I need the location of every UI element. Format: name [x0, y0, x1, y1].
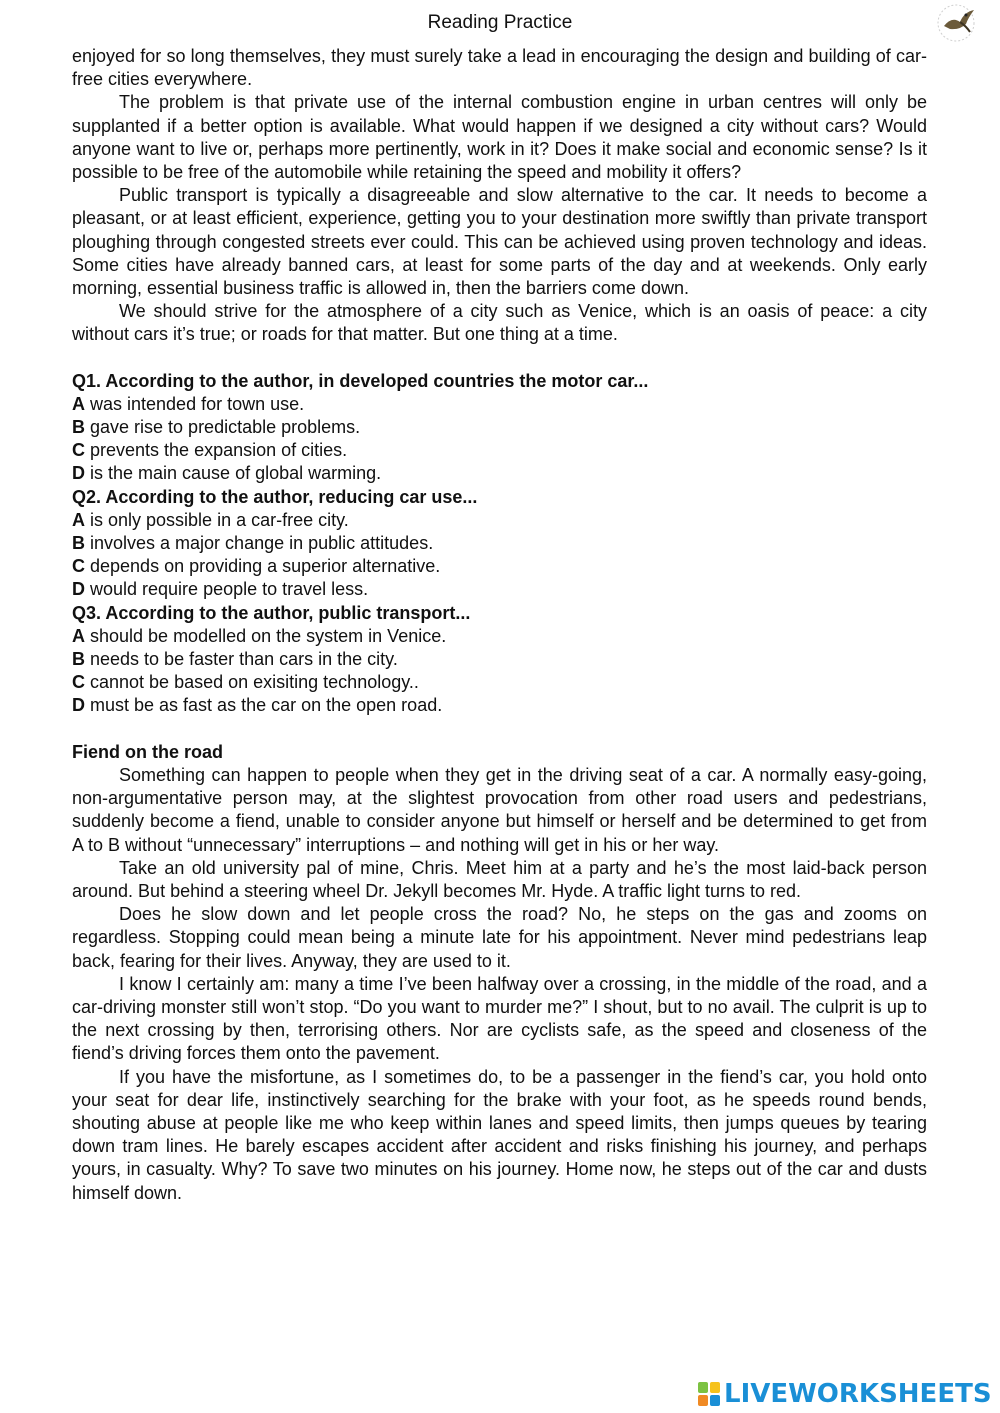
- liveworksheets-brand[interactable]: [698, 1378, 992, 1410]
- q2-option-b[interactable]: [72, 532, 927, 555]
- option-letter: C: [72, 440, 85, 461]
- spacer: [72, 347, 927, 370]
- spacer: [72, 718, 927, 741]
- option-text: gave rise to predictable problems.: [85, 417, 361, 438]
- option-text: depends on providing a superior alternative.: [85, 556, 441, 577]
- q3-option-d[interactable]: [72, 694, 927, 717]
- passage2-paragraph: Something can happen to people when they get in the driving seat of a car. A normally easy-going, non-argumentative person may, at the slightest provocation from other road users and pedestrians, suddenly become a fiend, unable to consider anyone but himself or herself and be determined to get from A to B without “unnecessary” interruptions – and nothing will get in his or her way.: [72, 764, 927, 855]
- q1-option-b[interactable]: [72, 416, 927, 439]
- liveworksheets-logo-icon: [698, 1382, 720, 1406]
- brand-name: LIVEWORKSHEETS: [724, 1379, 992, 1409]
- option-text: needs to be faster than cars in the city.: [85, 649, 398, 670]
- question-2-prompt: Q2. According to the author, reducing car use...: [72, 486, 478, 507]
- q2-option-c[interactable]: [72, 555, 927, 578]
- option-letter: D: [72, 463, 85, 484]
- q3-option-a[interactable]: [72, 625, 927, 648]
- option-letter: A: [72, 393, 85, 414]
- option-letter: C: [72, 556, 85, 577]
- option-text: is only possible in a car-free city.: [85, 509, 349, 530]
- q1-option-a[interactable]: [72, 393, 927, 416]
- q2-option-d[interactable]: [72, 578, 927, 601]
- q3-option-b[interactable]: [72, 648, 927, 671]
- q2-option-a[interactable]: [72, 509, 927, 532]
- option-letter: A: [72, 625, 85, 646]
- passage2-title: Fiend on the road: [72, 741, 223, 762]
- option-text: was intended for town use.: [85, 393, 305, 414]
- passage2-paragraph: Take an old university pal of mine, Chris. Meet him at a party and he’s the most laid-back person around. But behind a steering wheel Dr. Jekyll becomes Mr. Hyde. A traffic light turns to red.: [72, 857, 927, 901]
- option-letter: B: [72, 417, 85, 438]
- question-3-prompt: Q3. According to the author, public transport...: [72, 602, 471, 623]
- passage2-paragraph: If you have the misfortune, as I sometimes do, to be a passenger in the fiend’s car, you hold onto your seat for dear life, instinctively searching for the brake with your foot, as he speeds round bends, shouting abuse at people like me who keep within lanes and speed limits, then jumps queues by tearing down tram lines. He barely escapes accident after accident and risks finishing his journey, and perhaps yours, in casualty. Why? To save two minutes on his journey. Home now, he steps out of the car and dusts himself down.: [72, 1066, 927, 1203]
- option-text: is the main cause of global warming.: [85, 463, 382, 484]
- bird-logo-icon: [930, 2, 982, 44]
- passage1-paragraph: The problem is that private use of the internal combustion engine in urban centres will only be supplanted if a better option is available. What would happen if we designed a city without cars? Would anyone want to live or, perhaps more pertinently, work in it? Does it make social and economic sense? Is it possible to be free of the automobile while retaining the speed and mobility it offers?: [72, 92, 927, 183]
- passage2-paragraph: Does he slow down and let people cross the road? No, he steps on the gas and zooms on regardless. Stopping could mean being a minute late for his appointment. Never mind pedestrians leap back, fearing for their lives. Anyway, they are used to it.: [72, 904, 927, 971]
- option-text: involves a major change in public attitudes.: [85, 533, 434, 554]
- option-letter: A: [72, 509, 85, 530]
- option-letter: D: [72, 695, 85, 716]
- option-text: prevents the expansion of cities.: [85, 440, 348, 461]
- option-text: must be as fast as the car on the open road.: [85, 695, 443, 716]
- page-title: Reading Practice: [427, 12, 573, 33]
- passage1-paragraph: Public transport is typically a disagreeable and slow alternative to the car. It needs to become a pleasant, or at least efficient, experience, getting you to your destination more swiftly than private transport ploughing through congested streets ever could. This can be achieved using proven technology and ideas. Some cities have already banned cars, at least for some parts of the day and at weekends. Only early morning, essential business traffic is allowed in, then the barriers come down.: [72, 185, 927, 299]
- q1-option-c[interactable]: [72, 439, 927, 462]
- option-letter: C: [72, 672, 85, 693]
- passage1-paragraph: We should strive for the atmosphere of a city such as Venice, which is an oasis of peace: a city without cars it’s true; or roads for that matter. But one thing at a time.: [72, 301, 927, 345]
- passage1-paragraph: enjoyed for so long themselves, they must surely take a lead in encouraging the design and building of car-free cities everywhere.: [72, 46, 927, 90]
- option-letter: D: [72, 579, 85, 600]
- option-letter: B: [72, 649, 85, 670]
- question-1-prompt: Q1. According to the author, in developed countries the motor car...: [72, 370, 649, 391]
- option-text: should be modelled on the system in Venice.: [85, 625, 447, 646]
- page-header: [0, 10, 1000, 36]
- worksheet-content: [72, 45, 927, 1205]
- passage2-paragraph: I know I certainly am: many a time I’ve been halfway over a crossing, in the middle of the road, and a car-driving monster still won’t stop. “Do you want to murder me?” I shout, but to no avail. The culprit is up to the next crossing by then, terrorising others. Nor are cyclists safe, as the speed and closeness of the fiend’s driving forces them onto the pavement.: [72, 973, 927, 1064]
- option-text: cannot be based on exisiting technology..: [85, 672, 419, 693]
- q1-option-d[interactable]: [72, 462, 927, 485]
- q3-option-c[interactable]: [72, 671, 927, 694]
- option-letter: B: [72, 533, 85, 554]
- option-text: would require people to travel less.: [85, 579, 369, 600]
